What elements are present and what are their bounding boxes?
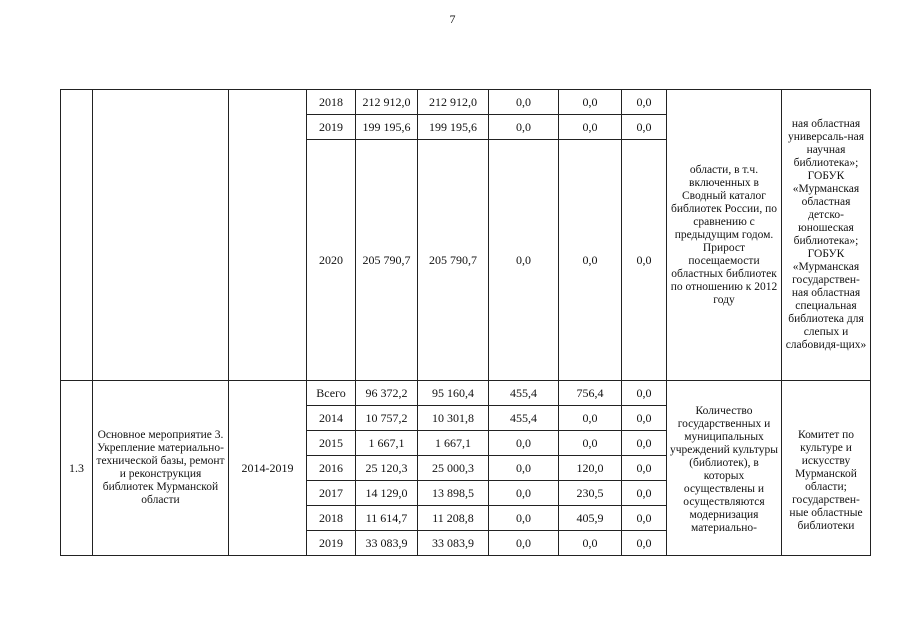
year-cell: 2018 (307, 90, 356, 115)
value-cell: 0,0 (489, 506, 559, 531)
value-cell: 0,0 (489, 115, 559, 140)
indicator-cell (667, 90, 782, 381)
total-cell: 11 614,7 (356, 506, 418, 531)
total-cell: 33 083,9 (356, 531, 418, 556)
value-cell: 0,0 (559, 406, 622, 431)
total-cell: 205 790,7 (356, 140, 418, 381)
regional-budget-cell: 212 912,0 (418, 90, 489, 115)
number-cell-empty (61, 90, 93, 381)
value-cell: 0,0 (489, 481, 559, 506)
total-cell: 212 912,0 (356, 90, 418, 115)
indicator-cell (667, 381, 782, 556)
value-cell: 0,0 (559, 431, 622, 456)
year-cell: 2014 (307, 406, 356, 431)
value-cell: 756,4 (559, 381, 622, 406)
value-cell: 0,0 (559, 115, 622, 140)
regional-budget-cell: 95 160,4 (418, 381, 489, 406)
value-cell: 0,0 (622, 90, 667, 115)
value-cell: 0,0 (622, 431, 667, 456)
regional-budget-cell: 25 000,3 (418, 456, 489, 481)
executor-cell (782, 381, 871, 556)
total-cell: 96 372,2 (356, 381, 418, 406)
total-cell: 25 120,3 (356, 456, 418, 481)
value-cell: 0,0 (559, 140, 622, 381)
year-cell: 2018 (307, 506, 356, 531)
indicator-text: области, в т.ч. включенных в Сводный каталог библиотек России, по сравнению с предыдущим годом. Прирост посещаемости областных библиотек по отношению к 2012 году (670, 163, 778, 306)
regional-budget-cell: 13 898,5 (418, 481, 489, 506)
event-name-cell: Основное мероприятие 3. Укрепление материально-технической базы, ремонт и реконструкция библиотек Мурманской области (93, 381, 229, 556)
total-cell: 1 667,1 (356, 431, 418, 456)
value-cell: 0,0 (622, 406, 667, 431)
value-cell: 455,4 (489, 381, 559, 406)
executor-text: Комитет по культуре и искусству Мурманской области; государствен-ные областные библиотеки (789, 429, 863, 532)
value-cell: 405,9 (559, 506, 622, 531)
total-cell: 10 757,2 (356, 406, 418, 431)
year-cell: 2015 (307, 431, 356, 456)
indicator-text: Количество государственных и муниципальных учреждений культуры (библиотек), в которых осуществлены и осуществляются модернизация материально- (670, 405, 778, 534)
period-cell-empty (229, 90, 307, 381)
value-cell: 0,0 (489, 456, 559, 481)
year-cell: 2019 (307, 115, 356, 140)
executor-cell (782, 90, 871, 381)
executor-text: ная областная универсаль-ная научная библиотека»; ГОБУК «Мурманская областная детско-юношеская библиотека»; ГОБУК «Мурманская государствен-ная областная специальная библиотека для слепых и слабовидя-щих» (785, 118, 867, 351)
year-cell: 2016 (307, 456, 356, 481)
regional-budget-cell: 11 208,8 (418, 506, 489, 531)
value-cell: 0,0 (622, 140, 667, 381)
year-cell: 2019 (307, 531, 356, 556)
value-cell: 0,0 (489, 531, 559, 556)
value-cell: 0,0 (489, 431, 559, 456)
page-number: 7 (449, 12, 456, 26)
regional-budget-cell: 205 790,7 (418, 140, 489, 381)
regional-budget-cell: 10 301,8 (418, 406, 489, 431)
value-cell: 0,0 (622, 456, 667, 481)
regional-budget-cell: 33 083,9 (418, 531, 489, 556)
year-cell: Всего (307, 381, 356, 406)
value-cell: 0,0 (489, 140, 559, 381)
period-cell: 2014-2019 (229, 381, 307, 556)
program-budget-table (60, 89, 871, 556)
value-cell: 455,4 (489, 406, 559, 431)
table-row (61, 381, 871, 406)
value-cell: 0,0 (622, 481, 667, 506)
value-cell: 0,0 (622, 506, 667, 531)
value-cell: 0,0 (489, 90, 559, 115)
value-cell: 0,0 (622, 115, 667, 140)
value-cell: 0,0 (559, 90, 622, 115)
number-cell: 1.3 (61, 381, 93, 556)
table-row (61, 90, 871, 115)
event-cell-empty (93, 90, 229, 381)
year-cell: 2017 (307, 481, 356, 506)
value-cell: 230,5 (559, 481, 622, 506)
value-cell: 0,0 (622, 531, 667, 556)
value-cell: 0,0 (622, 381, 667, 406)
year-cell: 2020 (307, 140, 356, 381)
total-cell: 14 129,0 (356, 481, 418, 506)
value-cell: 120,0 (559, 456, 622, 481)
total-cell: 199 195,6 (356, 115, 418, 140)
regional-budget-cell: 199 195,6 (418, 115, 489, 140)
value-cell: 0,0 (559, 531, 622, 556)
regional-budget-cell: 1 667,1 (418, 431, 489, 456)
